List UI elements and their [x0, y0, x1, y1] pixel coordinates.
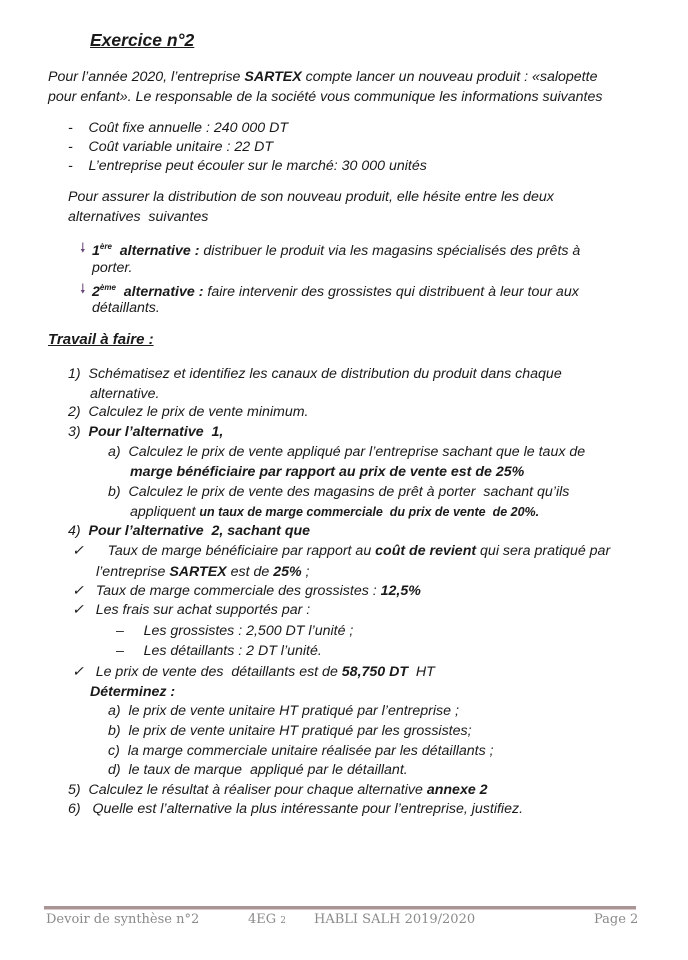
text-segment: ; [301, 564, 310, 580]
text-line [92, 259, 132, 277]
text-line [90, 683, 175, 701]
text-segment: a) Calculez le prix de vente appliqué par l’entreprise sachant que le taux de [108, 444, 586, 460]
text-segment: compte lancer un nouveau produit : «salopette [301, 69, 598, 85]
text-line [92, 299, 160, 317]
footer-class-main: 4EG [248, 912, 277, 927]
text-segment: appliquent [130, 504, 200, 520]
text-segment: 25% [273, 564, 302, 580]
text-segment: b) le prix de vente unitaire HT pratiqué par les grossistes; [108, 723, 472, 739]
text-segment: Déterminez : [90, 684, 176, 700]
text-segment: 3) [68, 424, 89, 440]
text-segment: distribuer le produit via les magasins spécialisés des prêts à [199, 243, 581, 259]
work-heading: Travail à faire : [48, 331, 154, 348]
text-segment: d) le taux de marque appliqué par le détaillant. [108, 762, 408, 778]
text-segment: 5) Calculez le résultat à réaliser pour chaque alternative [68, 782, 427, 798]
text-segment: 4) [68, 523, 89, 539]
text-line [68, 157, 427, 175]
arrow-down-bullet-icon: 🠗 [80, 281, 86, 296]
text-segment: alternative : [111, 243, 200, 259]
text-line [92, 238, 580, 260]
text-line [68, 522, 310, 540]
text-line [116, 642, 322, 660]
text-line [72, 542, 610, 560]
text-segment: un taux de marge commerciale du prix de vente de 20%. [199, 505, 540, 519]
text-segment: Pour l’année 2020, l’entreprise [48, 69, 245, 85]
text-line [72, 582, 421, 600]
text-segment: coût de revient [375, 543, 477, 559]
text-segment: ✓ Les frais sur achat supportés par : [72, 602, 311, 618]
text-segment: HT [408, 664, 435, 680]
footer-author: HABLI SALH 2019/2020 [314, 912, 476, 927]
footer-exam-name: Devoir de synthèse n°2 [46, 912, 200, 927]
text-line [130, 463, 524, 481]
text-segment: est de [226, 564, 274, 580]
text-segment: pour enfant». Le responsable de la société vous communique les informations suivantes [48, 89, 603, 105]
text-segment: alternative : [115, 284, 204, 300]
text-line [92, 279, 579, 301]
text-segment: ère [99, 242, 112, 251]
text-segment: qui sera pratiqué par [476, 543, 611, 559]
text-segment: ✓ Taux de marge commerciale des grossistes : [72, 583, 381, 599]
text-line [116, 622, 353, 640]
text-segment: 6) Quelle est l’alternative la plus intéressante pour l’entreprise, justifiez. [68, 801, 524, 817]
text-line [68, 403, 309, 421]
text-segment: alternative. [90, 386, 160, 402]
text-segment: ✓ Le prix de vente des détaillants est de [72, 664, 342, 680]
text-segment: marge bénéficiaire par rapport au prix de vente est de 25% [130, 464, 525, 480]
text-segment: l’entreprise [96, 564, 170, 580]
text-segment: 1 [92, 243, 100, 259]
text-line [68, 423, 223, 441]
text-line [68, 208, 208, 226]
text-segment: 1) Schématisez et identifiez les canaux de distribution du produit dans chaque [68, 366, 562, 382]
text-segment: 2) Calculez le prix de vente minimum. [68, 404, 309, 420]
text-segment: Pour l’alternative 2, sachant que [88, 523, 311, 539]
text-segment: annexe 2 [426, 782, 488, 798]
text-line [68, 781, 488, 799]
text-segment: ✓ Taux de marge bénéficiaire par rapport au [72, 543, 376, 559]
text-line [68, 365, 562, 383]
text-segment: - L’entreprise peut écouler sur le marché: 30 000 unités [68, 158, 427, 174]
text-segment: a) le prix de vente unitaire HT pratiqué par l’entreprise ; [108, 703, 459, 719]
text-segment: ème [99, 283, 116, 292]
text-segment: c) la marge commerciale unitaire réalisée par les détaillants ; [108, 743, 494, 759]
text-line [68, 188, 554, 206]
arrow-down-bullet-icon: 🠗 [80, 240, 86, 255]
text-line [108, 742, 494, 760]
text-segment: alternatives suivantes [68, 209, 209, 225]
text-line [72, 663, 435, 681]
text-line [48, 68, 597, 86]
text-line [68, 138, 273, 156]
text-segment: - Coût variable unitaire : 22 DT [68, 139, 274, 155]
text-segment: SARTEX [244, 69, 302, 85]
text-line [96, 563, 309, 581]
text-segment: Pour assurer la distribution de son nouveau produit, elle hésite entre les deux [68, 189, 554, 205]
text-segment: faire intervenir des grossistes qui distribuent à leur tour aux [203, 284, 579, 300]
text-line [108, 722, 472, 740]
text-line [72, 601, 310, 619]
text-line [108, 443, 585, 461]
text-segment: Pour l’alternative 1, [88, 424, 224, 440]
text-segment: – Les grossistes : 2,500 DT l’unité ; [116, 623, 354, 639]
text-segment: 2 [92, 284, 100, 300]
text-line [130, 503, 539, 521]
text-line [48, 88, 602, 106]
text-line [90, 385, 159, 403]
text-segment: b) Calculez le prix de vente des magasins de prêt à porter sachant qu’ils [108, 484, 570, 500]
text-line [68, 119, 288, 137]
text-segment: SARTEX [169, 564, 227, 580]
text-line [68, 800, 523, 818]
text-segment: – Les détaillants : 2 DT l’unité. [116, 643, 322, 659]
text-segment: - Coût fixe annuelle : 240 000 DT [68, 120, 289, 136]
text-line [108, 702, 459, 720]
text-segment: détaillants. [92, 300, 160, 316]
exercise-title: Exercice n°2 [90, 30, 195, 50]
text-segment: 58,750 DT [341, 664, 409, 680]
footer-page-number: Page 2 [594, 912, 639, 927]
text-line [108, 761, 408, 779]
text-line [108, 483, 569, 501]
text-segment: 12,5% [380, 583, 421, 599]
footer-class [248, 912, 286, 927]
text-segment: porter. [92, 260, 133, 276]
footer-divider [44, 906, 636, 910]
footer-class-sub: 2 [280, 916, 287, 926]
